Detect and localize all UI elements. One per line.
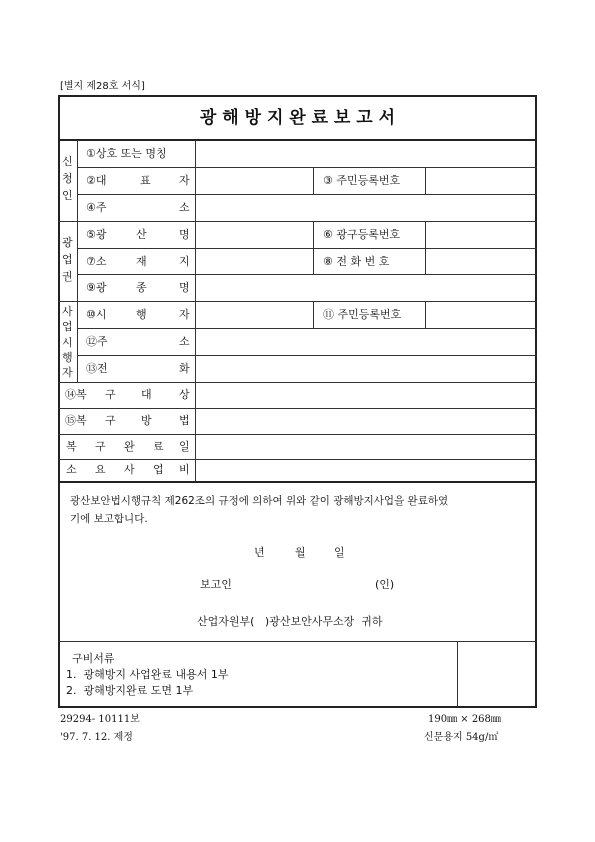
group-label-operator: 사 <box>62 305 73 318</box>
mid-column-line <box>425 301 426 328</box>
group-label-operator: 자 <box>62 366 73 379</box>
group-column-line <box>77 140 78 382</box>
field-label-resident-number: ③ 주민등록번호 <box>323 174 401 187</box>
field-label-project-cost: 업 <box>153 463 164 476</box>
addressee: 산업자원부( )광산보안사무소장 귀하 <box>197 615 383 628</box>
form-title: 광 해 방 지 완 료 보 고 서 <box>199 108 396 128</box>
field-label-restoration-method: 방 <box>141 414 152 427</box>
field-label-mining-registration: ⑥ 광구등록번호 <box>323 228 401 241</box>
date-day: 일 <box>334 546 345 559</box>
field-label-completion-date: 료 <box>153 440 164 453</box>
group-divider <box>58 382 537 383</box>
attachments-divider <box>58 641 537 642</box>
field-label-operator: 행 <box>136 308 147 321</box>
field-label-address: 소 <box>179 201 190 214</box>
group-label-applicant: 청 <box>62 172 73 185</box>
field-label-location: ⑦소 <box>86 255 107 268</box>
field-label-mineral-type: ⑨광 <box>86 281 107 294</box>
field-label-project-cost: 요 <box>95 463 106 476</box>
group-label-applicant: 신 <box>62 155 73 168</box>
row-line <box>58 459 537 460</box>
field-label-mineral-type: 종 <box>136 281 147 294</box>
footer-enacted: '97. 7. 12. 제정 <box>60 732 133 743</box>
statement-text: 광산보안법시행규칙 제262조의 규정에 의하여 위와 같이 광해방지사업을 완료하였 <box>70 495 449 507</box>
seal-mark: (인) <box>375 578 395 591</box>
field-label-mine-name: 산 <box>136 228 147 241</box>
field-label-restoration-target: 상 <box>179 388 190 401</box>
group-label-operator: 시 <box>62 336 73 349</box>
group-label-mining-right: 광 <box>62 236 73 249</box>
row-line <box>77 248 537 249</box>
row-line <box>58 434 537 435</box>
mid-column-line <box>313 301 314 328</box>
field-label-project-cost: 사 <box>124 463 135 476</box>
field-label-completion-date: 완 <box>124 440 135 453</box>
attachment-item: 1. 광해방지 사업완료 내용서 1부 <box>66 668 229 681</box>
table-bottom-line <box>58 481 537 483</box>
row-line <box>77 194 537 195</box>
field-label-operator-resident-number: ⑪ 주민등록번호 <box>323 308 402 321</box>
group-label-operator: 업 <box>62 320 73 333</box>
field-label-operator: ⑩시 <box>86 308 107 321</box>
footer-size: 190㎜ × 268㎜ <box>428 714 501 725</box>
date-month: 월 <box>295 546 306 559</box>
field-label-mine-name: 명 <box>179 228 190 241</box>
field-label-completion-date: 구 <box>95 440 106 453</box>
footer-paper: 신문용지 54g/㎡ <box>424 732 499 743</box>
row-line <box>77 274 537 275</box>
date-year: 년 <box>254 546 265 559</box>
field-label-operator-address: ⑫주 <box>86 335 108 348</box>
field-label-operator-address: 소 <box>179 335 190 348</box>
field-label-project-cost: 소 <box>66 463 77 476</box>
field-label-operator-phone: 화 <box>179 362 190 375</box>
field-label-mineral-type: 명 <box>179 281 190 294</box>
group-label-mining-right: 업 <box>62 253 73 266</box>
title-divider <box>58 139 537 141</box>
mid-column-line <box>425 221 426 274</box>
field-label-operator-phone: ⑬전 <box>86 362 108 375</box>
field-label-operator: 자 <box>179 308 190 321</box>
row-line <box>58 408 537 409</box>
field-label-restoration-target: 구 <box>105 388 116 401</box>
attachments-heading: 구비서류 <box>72 652 115 665</box>
group-divider <box>58 301 537 302</box>
mid-column-line <box>313 167 314 194</box>
field-label-representative: ②대 <box>86 174 107 187</box>
field-label-address: ④주 <box>86 201 107 214</box>
field-label-mine-name: ⑤광 <box>86 228 107 241</box>
field-label-representative: 자 <box>179 174 190 187</box>
row-line <box>77 355 537 356</box>
mid-column-line <box>425 167 426 194</box>
field-label-company-name: ①상호 또는 명칭 <box>86 147 167 160</box>
statement-text: 기에 보고합니다. <box>70 513 148 525</box>
field-label-restoration-method: 구 <box>105 414 116 427</box>
field-label-location: 재 <box>136 255 147 268</box>
row-line <box>77 167 537 168</box>
form-label: [별지 제28호 서식] <box>60 81 145 92</box>
attachment-item: 2. 광해방지완료 도면 1부 <box>66 684 194 697</box>
field-label-project-cost: 비 <box>179 463 190 476</box>
field-label-completion-date: 일 <box>179 440 190 453</box>
field-label-representative: 표 <box>140 174 151 187</box>
group-divider <box>58 221 537 222</box>
field-label-restoration-target: 대 <box>141 388 152 401</box>
attachment-box-line <box>457 641 458 707</box>
group-label-applicant: 인 <box>62 189 73 202</box>
group-label-operator: 행 <box>62 351 73 364</box>
field-label-location: 지 <box>179 255 190 268</box>
field-label-restoration-method: 법 <box>179 414 190 427</box>
row-line <box>77 328 537 329</box>
field-label-completion-date: 복 <box>66 440 77 453</box>
field-label-restoration-method: ⑮복 <box>65 414 87 427</box>
field-label-restoration-target: ⑭복 <box>65 388 87 401</box>
mid-column-line <box>313 221 314 274</box>
reporter-label: 보고인 <box>200 578 232 591</box>
field-label-phone: ⑧ 전 화 번 호 <box>323 255 390 268</box>
footer-code: 29294- 10111보 <box>60 714 140 725</box>
label-column-line <box>195 140 196 481</box>
group-label-mining-right: 권 <box>62 270 73 283</box>
